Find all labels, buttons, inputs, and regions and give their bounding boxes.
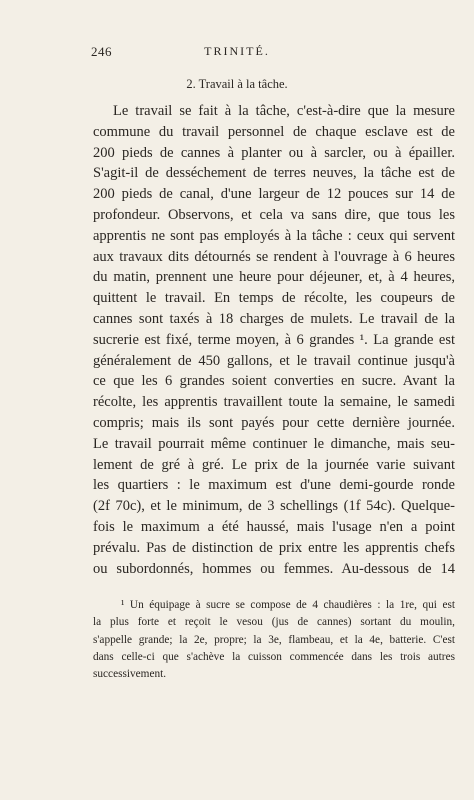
text-line: lement de gré à gré. Le prix de la journée varie suivant <box>93 456 455 473</box>
footnote-line: successivement. <box>93 668 167 681</box>
running-head <box>0 44 474 60</box>
text-line: ou subordonnés, hommes ou femmes. Au-dessous de 14 <box>93 560 455 577</box>
text-line: compris; mais ils sont payés pour cette dernière journée. <box>93 414 455 431</box>
footnote-line: ¹ Un équipage à sucre se compose de 4 chaudières : la 1re, qui est <box>121 599 455 611</box>
running-title: TRINITÉ. <box>204 44 270 58</box>
footnote-line: dans celle-ci que s'achève la cuisson commencée dans les trois autres <box>93 650 455 663</box>
text-line: fois le maximum a été haussé, mais l'usage n'en a point <box>93 518 455 535</box>
text-line: 200 pieds de canal, d'une largeur de 12 pouces sur 14 de <box>93 186 455 203</box>
text-line: les quartiers : le maximum est d'une demi-gourde ronde <box>93 477 455 494</box>
text-line: S'agit-il de desséchement de terres neuves, la tâche est de <box>93 165 455 182</box>
text-line: aux travaux dits détournés se rendent à l'ouvrage à 6 heures <box>93 248 455 265</box>
text-line: sucrerie est fixé, terme moyen, à 6 grandes ¹. La grande est <box>93 331 455 348</box>
text-line: généralement de 450 gallons, et le travail continue jusqu'à <box>93 352 455 369</box>
footnote <box>93 597 455 683</box>
text-line: (2f 70c), et le minimum, de 3 schellings (1f 54c). Quelque- <box>93 498 455 515</box>
text-line: cannes sont taxés à 18 charges de mulets. Le travail de la <box>93 310 455 327</box>
text-line: récolte, les apprentis travaillent toute la semaine, le samedi <box>93 394 455 411</box>
footnote-line: la plus forte et reçoit le vesou (jus de cannes) sortant du moulin, <box>93 616 455 629</box>
text-line: prévalu. Pas de distinction de prix entre les apprentis chefs <box>93 539 455 556</box>
text-line: Le travail se fait à la tâche, c'est-à-dire que la mesure <box>113 103 455 119</box>
text-line: du matin, prennent une heure pour déjeuner, et, à 4 heures, <box>93 269 455 286</box>
text-line: Le travail pourrait même continuer le dimanche, mais seu- <box>93 435 455 452</box>
footnote-line: s'appelle grande; la 2e, propre; la 3e, flambeau, et la 4e, batterie. C'est <box>93 633 455 646</box>
text-line: ce que les 6 grandes soient converties en sucre. Avant la <box>93 373 455 390</box>
text-line: profondeur. Observons, et cela va sans dire, que tous les <box>93 206 455 223</box>
text-line: 200 pieds de cannes à planter ou à sarcler, ou à épailler. <box>93 144 455 161</box>
text-line: apprentis ne sont pas employés à la tâche : ceux qui servent <box>93 227 455 244</box>
text-line: commune du travail personnel de chaque esclave est de <box>93 123 455 140</box>
text-line: quittent le travail. En temps de récolte, les coupeurs de <box>93 290 455 307</box>
page-number: 246 <box>91 44 112 59</box>
main-text <box>93 101 455 579</box>
section-heading: 2. Travail à la tâche. <box>186 77 288 91</box>
